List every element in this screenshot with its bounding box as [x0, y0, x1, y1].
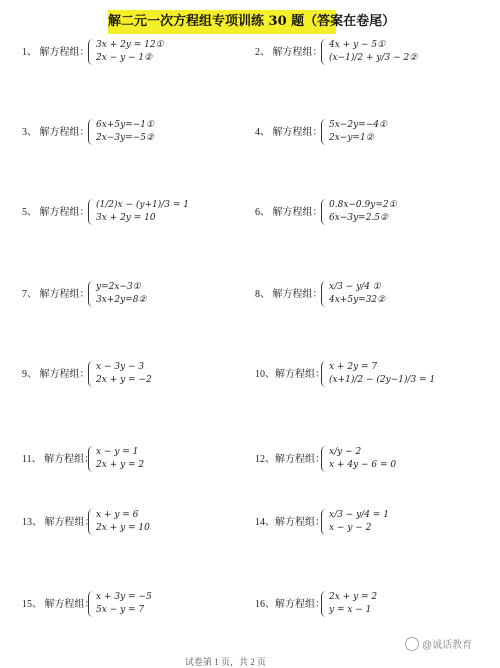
problem-label: 5、 解方程组：	[22, 207, 90, 218]
equation-1: 3x + 2y = 12①	[96, 40, 164, 50]
problem-label: 4、 解方程组：	[255, 127, 323, 138]
left-brace	[321, 199, 326, 225]
left-brace	[88, 199, 93, 225]
equation-1: y=2x−3①	[96, 282, 141, 292]
left-brace	[88, 281, 93, 307]
left-brace	[321, 39, 326, 65]
left-brace	[321, 119, 326, 145]
equation-1: 0.8x−0.9y=2①	[329, 200, 397, 210]
watermark-text: @诚话教育	[422, 640, 473, 651]
equation-system	[88, 119, 154, 145]
left-brace	[88, 361, 93, 387]
equation-2: (x+1)/2 − (2y−1)/3 = 1	[329, 375, 436, 385]
equation-system	[88, 446, 144, 472]
problem-label: 14、解方程组：	[255, 517, 325, 528]
left-brace	[88, 509, 93, 535]
problem-label: 1、 解方程组：	[22, 47, 90, 58]
equation-2: 2x−y=1②	[329, 133, 374, 143]
problem-label: 10、解方程组：	[255, 369, 325, 380]
problem-label: 3、 解方程组：	[22, 127, 90, 138]
left-brace	[321, 446, 326, 472]
equation-2: 2x−3y=−5②	[96, 133, 155, 143]
problem-label: 11、 解方程组：	[22, 454, 95, 465]
left-brace	[88, 591, 93, 617]
problem-label: 12、解方程组：	[255, 454, 325, 465]
equation-2: x − y − 2	[329, 523, 372, 533]
left-brace	[321, 509, 326, 535]
equation-2: (x−1)/2 + y/3 − 2②	[329, 53, 418, 63]
watermark	[405, 636, 472, 651]
problem-label: 2、 解方程组：	[255, 47, 323, 58]
equation-1: (1/2)x − (y+1)/3 = 1	[96, 200, 189, 210]
equation-system	[321, 281, 385, 307]
equation-system	[321, 119, 387, 145]
equation-1: 2x + y = 2	[329, 592, 378, 602]
problem-label: 15、 解方程组：	[22, 599, 95, 610]
equation-1: 6x+5y=−1①	[96, 120, 155, 130]
left-brace	[88, 119, 93, 145]
equation-system	[321, 591, 377, 617]
equation-system	[321, 446, 396, 472]
left-brace	[321, 591, 326, 617]
equation-2: 3x+2y=8②	[96, 295, 147, 305]
problem-label: 8、 解方程组：	[255, 289, 323, 300]
equation-1: x − y = 1	[96, 447, 139, 457]
equation-system	[321, 39, 417, 65]
page-footer: 试卷第 1 页，共 2 页	[185, 657, 267, 667]
watermark-logo-icon	[405, 637, 419, 651]
left-brace	[321, 281, 326, 307]
equation-system	[88, 39, 164, 65]
equation-system	[88, 361, 152, 387]
equation-1: x + y = 6	[96, 510, 139, 520]
equation-1: 4x + y − 5①	[329, 40, 386, 50]
equation-system	[88, 199, 189, 225]
problem-label: 16、解方程组：	[255, 599, 325, 610]
equation-2: 4x+5y=32②	[329, 295, 386, 305]
equation-1: x + 2y = 7	[329, 362, 378, 372]
equation-system	[321, 509, 389, 535]
problem-label: 9、 解方程组：	[22, 369, 90, 380]
equation-2: 6x−3y=2.5②	[329, 213, 389, 223]
equation-1: x + 3y = −5	[96, 592, 152, 602]
left-brace	[88, 39, 93, 65]
equation-2: 3x + 2y = 10	[96, 213, 156, 223]
equation-2: 2x − y − 1②	[96, 53, 153, 63]
problem-label: 6、 解方程组：	[255, 207, 323, 218]
equation-system	[88, 509, 150, 535]
equation-2: 2x + y = 10	[96, 523, 150, 533]
page-title: 解二元一次方程组专项训练 30 题（答案在卷尾）	[108, 10, 336, 34]
equation-1: x/3 − y/4 = 1	[329, 510, 389, 520]
left-brace	[321, 361, 326, 387]
equation-2: 2x + y = 2	[96, 460, 145, 470]
equation-2: 5x − y = 7	[96, 605, 145, 615]
problem-label: 13、 解方程组：	[22, 517, 95, 528]
problem-label: 7、 解方程组：	[22, 289, 90, 300]
equation-1: 5x−2y=−4①	[329, 120, 388, 130]
equation-system	[321, 361, 435, 387]
left-brace	[88, 446, 93, 472]
equation-system	[88, 281, 147, 307]
equation-1: x − 3y − 3	[96, 362, 145, 372]
equation-system	[321, 199, 397, 225]
equation-2: 2x + y = −2	[96, 375, 152, 385]
equation-2: y = x − 1	[329, 605, 372, 615]
equation-system	[88, 591, 152, 617]
equation-1: x/y − 2	[329, 447, 362, 457]
equation-2: x + 4y − 6 = 0	[329, 460, 397, 470]
equation-1: x/3 − y/4 ①	[329, 282, 381, 292]
